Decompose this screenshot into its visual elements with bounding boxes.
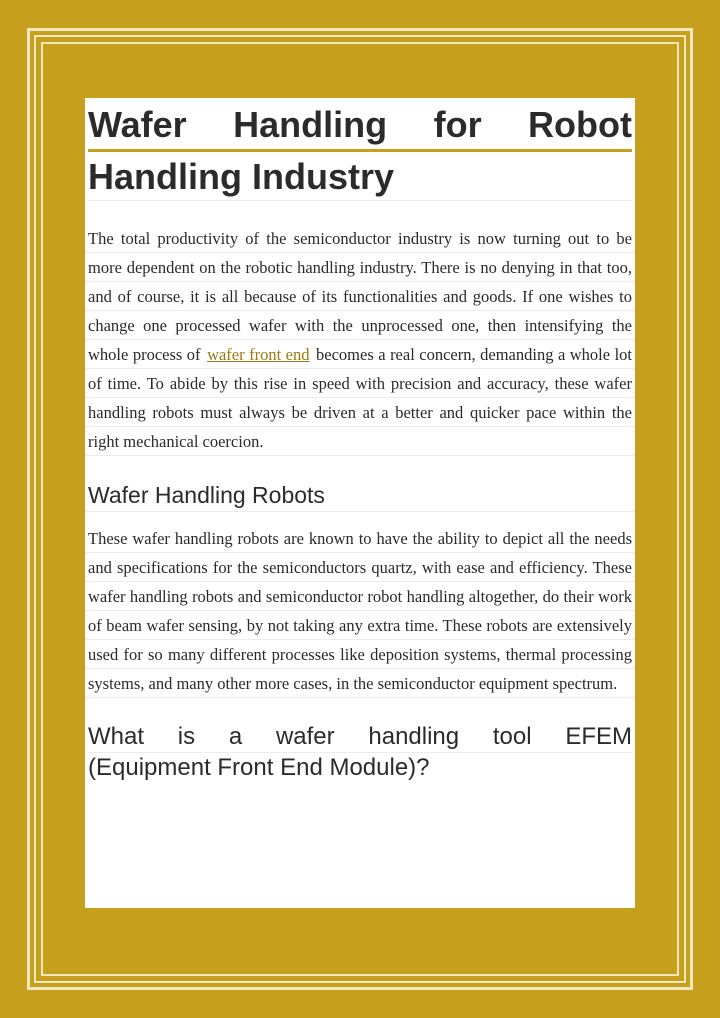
title-line-2: Handling Industry bbox=[88, 152, 632, 201]
wafer-front-end-link[interactable]: wafer front end bbox=[207, 345, 310, 364]
section-heading-wafer-handling-robots: Wafer Handling Robots bbox=[85, 480, 635, 512]
intro-text-after-link: becomes a real concern, demanding a whole lot of time. To abide by this rise in speed with precision and accuracy, these wafer handling robots must always be driven at a better and quicker pace within the right mechanical coercion. bbox=[88, 345, 633, 451]
section1-paragraph: These wafer handling robots are known to have the ability to depict all the needs and specifications for the semiconductors quartz, with ease and efficiency. These wafer handling robots and semiconductor robot handling altogether, do their work of beam wafer sensing, by not taking any extra time. These robots are extensively used for so many different processes like deposition systems, thermal processing systems, and many other more cases, in the semiconductor equipment spectrum. bbox=[85, 524, 635, 698]
document-title bbox=[85, 98, 635, 201]
section-heading-efem bbox=[85, 722, 635, 783]
title-line-1: Wafer Handling for Robot bbox=[88, 100, 632, 152]
intro-paragraph bbox=[85, 224, 635, 456]
efem-heading-line-2: (Equipment Front End Module)? bbox=[88, 754, 430, 781]
intro-text-before-link: The total productivity of the semiconductor industry is now turning out to be more dependent on the robotic handling industry. There is no denying in that too, and of course, it is all because of its functionalities and goods. If one wishes to change one processed wafer with the unprocessed one, then intensifying the whole process of bbox=[88, 229, 632, 364]
document-page bbox=[85, 98, 635, 908]
efem-heading-line-1: What is a wafer handling tool EFEM bbox=[88, 722, 632, 753]
